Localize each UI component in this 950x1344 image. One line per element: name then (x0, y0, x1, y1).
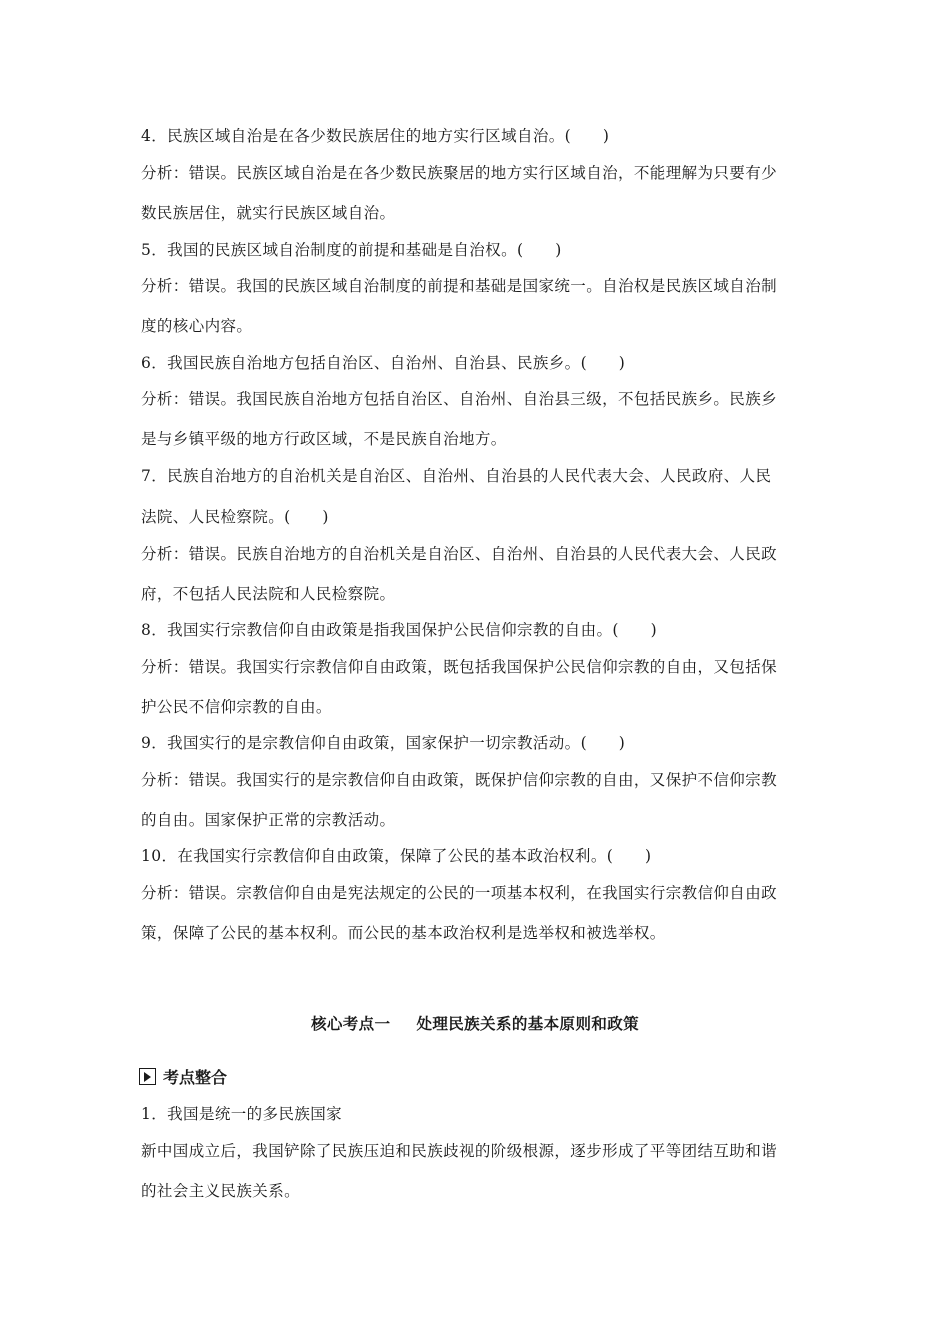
play-icon (139, 1068, 156, 1085)
analysis-5-line-1: 分析：错误。我国的民族区域自治制度的前提和基础是国家统一。自治权是民族区域自治制 (141, 277, 778, 295)
section-title-part-1: 核心考点一 (310, 1015, 391, 1033)
question-10: 10．在我国实行宗教信仰自由政策，保障了公民的基本政治权利。( ) (141, 847, 652, 865)
point-1-body-line-1: 新中国成立后，我国铲除了民族压迫和民族歧视的阶级根源，逐步形成了平等团结互助和谐 (141, 1142, 778, 1160)
section-title-part-2: 处理民族关系的基本原则和政策 (416, 1015, 640, 1033)
analysis-7-line-1: 分析：错误。民族自治地方的自治机关是自治区、自治州、自治县的人民代表大会、人民政 (141, 545, 778, 563)
question-8: 8．我国实行宗教信仰自由政策是指我国保护公民信仰宗教的自由。( ) (141, 621, 658, 639)
analysis-4-line-2: 数民族居住，就实行民族区域自治。 (141, 204, 396, 222)
analysis-8-line-1: 分析：错误。我国实行宗教信仰自由政策，既包括我国保护公民信仰宗教的自由，又包括保 (141, 658, 778, 676)
analysis-8-line-2: 护公民不信仰宗教的自由。 (141, 698, 332, 716)
analysis-5-line-2: 度的核心内容。 (141, 317, 253, 335)
analysis-9-line-1: 分析：错误。我国实行的是宗教信仰自由政策，既保护信仰宗教的自由，又保护不信仰宗教 (141, 771, 778, 789)
analysis-6-line-1: 分析：错误。我国民族自治地方包括自治区、自治州、自治县三级，不包括民族乡。民族乡 (141, 390, 778, 408)
section-title (0, 1014, 950, 1034)
analysis-6-line-2: 是与乡镇平级的地方行政区域，不是民族自治地方。 (141, 430, 507, 448)
subheading-label: 考点整合 (163, 1068, 228, 1087)
analysis-4-line-1: 分析：错误。民族区域自治是在各少数民族聚居的地方实行区域自治，不能理解为只要有少 (141, 164, 778, 182)
point-1-heading: 1．我国是统一的多民族国家 (141, 1105, 343, 1123)
analysis-10-line-2: 策，保障了公民的基本权利。而公民的基本政治权利是选举权和被选举权。 (141, 924, 666, 942)
question-5: 5．我国的民族区域自治制度的前提和基础是自治权。( ) (141, 241, 562, 259)
analysis-9-line-2: 的自由。国家保护正常的宗教活动。 (141, 811, 396, 829)
question-4: 4．民族区域自治是在各少数民族居住的地方实行区域自治。( ) (141, 127, 610, 145)
analysis-7-line-2: 府，不包括人民法院和人民检察院。 (141, 585, 396, 603)
question-7-line-1: 7．民族自治地方的自治机关是自治区、自治州、自治县的人民代表大会、人民政府、人民 (141, 467, 772, 485)
subheading (139, 1065, 227, 1088)
question-7-line-2: 法院、人民检察院。( ) (141, 508, 329, 526)
point-1-body-line-2: 的社会主义民族关系。 (141, 1182, 301, 1200)
analysis-10-line-1: 分析：错误。宗教信仰自由是宪法规定的公民的一项基本权利，在我国实行宗教信仰自由政 (141, 884, 778, 902)
question-9: 9．我国实行的是宗教信仰自由政策，国家保护一切宗教活动。( ) (141, 734, 626, 752)
question-6: 6．我国民族自治地方包括自治区、自治州、自治县、民族乡。( ) (141, 354, 626, 372)
